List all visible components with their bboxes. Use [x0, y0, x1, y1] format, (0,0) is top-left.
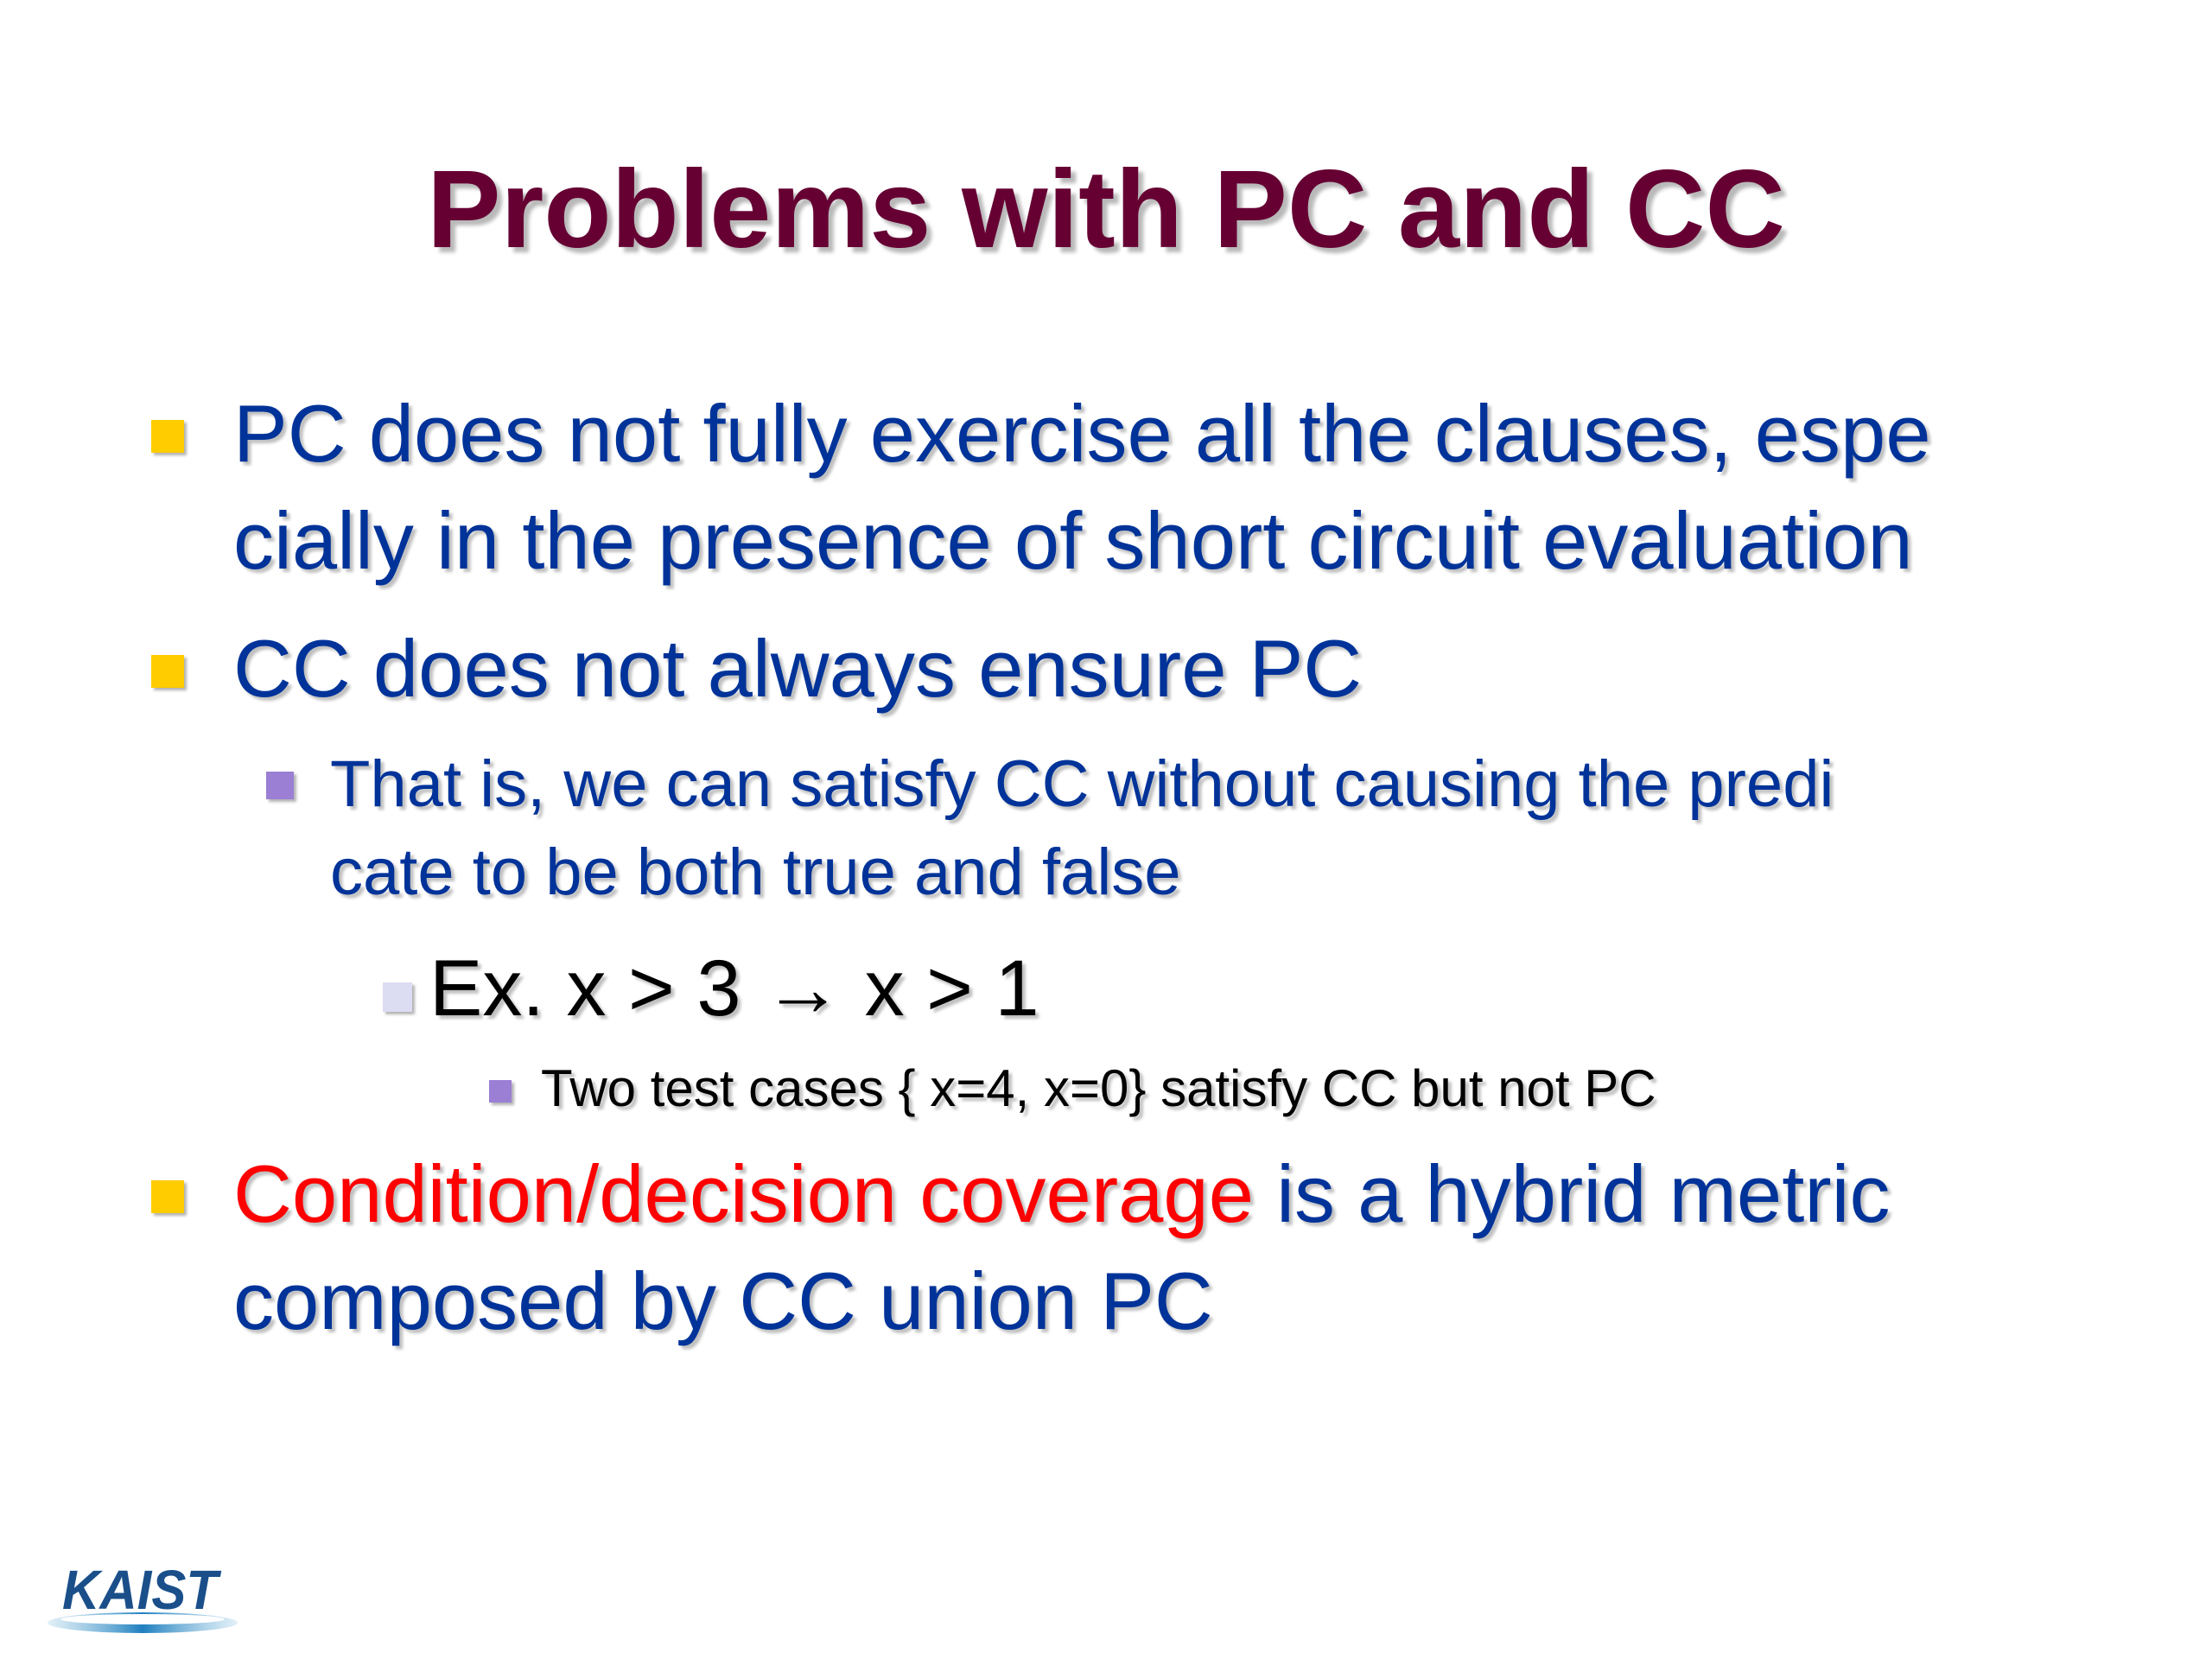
svg-text:KAIST: KAIST	[62, 1559, 222, 1621]
slide-title: Problems with PC and CC	[427, 148, 1785, 271]
bullet-square-icon	[151, 420, 184, 453]
sub-bullet-square-icon	[383, 982, 412, 1012]
bullet-example	[429, 941, 1039, 1036]
bullet-text-line	[233, 1141, 1891, 1248]
bullet-text-line: cate to be both true and false	[330, 836, 1181, 909]
bullet-square-icon	[151, 1180, 184, 1213]
bullet-text-rest: is a hybrid metric	[1253, 1148, 1891, 1239]
bullet-satisfy-cc	[330, 741, 1834, 917]
sub-bullet-square-icon	[266, 772, 294, 799]
bullet-condition-decision	[233, 1141, 1891, 1355]
bullet-text-line: That is, we can satisfy CC without causing the predi	[330, 747, 1834, 821]
highlighted-term: Condition/decision coverage	[233, 1148, 1254, 1239]
bullet-square-icon	[151, 655, 184, 688]
kaist-logo	[43, 1555, 242, 1642]
example-expression: Ex. x > 3 → x > 1	[429, 944, 1039, 1033]
bullet-text-line: Two test cases { x=4, x=0} satisfy CC but not PC	[541, 1059, 1656, 1117]
bullet-pc-clauses	[233, 380, 1931, 594]
bullet-cc-ensure	[233, 615, 1362, 722]
sub-bullet-square-icon	[489, 1080, 512, 1103]
bullet-text-line: CC does not always ensure PC	[233, 623, 1363, 714]
bullet-test-cases	[541, 1058, 1656, 1120]
bullet-text-line: PC does not fully exercise all the clauses, espe	[233, 388, 1931, 479]
bullet-text-line: composed by CC union PC	[233, 1255, 1213, 1346]
bullet-text-line: cially in the presence of short circuit evaluation	[233, 495, 1913, 586]
